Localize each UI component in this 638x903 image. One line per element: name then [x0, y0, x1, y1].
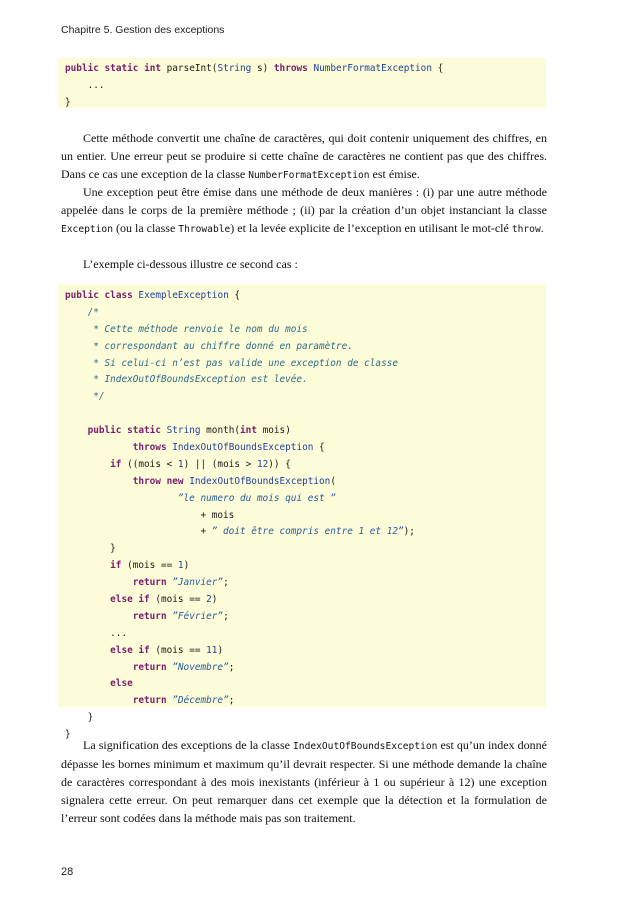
- code-block-parseint: [58, 58, 546, 108]
- code-2-line: * Cette méthode renvoie le nom du mois: [65, 323, 308, 335]
- code-block-exempleexception: [58, 284, 546, 741]
- code-2-line: + mois: [65, 509, 235, 521]
- code-2-line: throws IndexOutOfBoundsException {: [132, 442, 325, 454]
- inline-code-indexoutofboundsexception: IndexOutOfBoundsException: [293, 741, 438, 752]
- code-2-line: if ((mois < 1) || (mois > 12)) {: [110, 458, 291, 470]
- paragraph-3: L’exemple ci-dessous illustre ce second cas :: [83, 257, 298, 271]
- code-2-line: * correspondant au chiffre donné en paramètre.: [65, 340, 353, 352]
- inline-code-exception: Exception: [61, 223, 113, 235]
- inline-code-numberformatexception: NumberFormatException: [248, 169, 370, 181]
- code-2-line: else: [110, 678, 133, 690]
- code-2-line: + ” doit être compris entre 1 et 12”);: [65, 526, 415, 538]
- paragraph-2-text-b: (ou la classe: [112, 220, 179, 235]
- paragraph-4: [61, 737, 547, 828]
- code-2-line: if (mois == 1): [110, 560, 190, 572]
- code-2-line: */: [65, 391, 105, 403]
- code-2-line: }: [65, 712, 94, 724]
- code-2-line: ”le numero du mois qui est ”: [177, 492, 336, 504]
- code-2-line: return ”Février”;: [132, 610, 229, 622]
- paragraph-1-text-a: Cette méthode convertit une chaîne de caractères, qui doit contenir uniquement des chiffres, en un entier. Une erreur peut se produire si cette chaîne de caractères ne contient pas que des chiffres. Dans ce cas une exception de la classe: [61, 131, 547, 181]
- code-2-line: ...: [65, 627, 128, 639]
- code-2-line: throw new IndexOutOfBoundsException(: [132, 475, 336, 487]
- code-2-line: else if (mois == 11): [110, 644, 224, 656]
- code-1-line: ...: [65, 79, 105, 91]
- code-2-line: public static String month(int mois): [87, 425, 291, 437]
- code-2-line: }: [65, 543, 116, 555]
- code-2-line: }: [65, 729, 71, 741]
- running-header: Chapitre 5. Gestion des exceptions: [61, 24, 225, 36]
- paragraph-2-text-c: ) et la levée explicite de l’exception en utilisant le mot-clé: [230, 220, 512, 235]
- code-2-line: return ”Novembre”;: [132, 661, 235, 673]
- code-2-line: * IndexOutOfBoundsException est levée.: [65, 374, 308, 386]
- code-2-line: return ”Décembre”;: [132, 695, 235, 707]
- page-number: 28: [61, 866, 74, 878]
- inline-code-throwable: Throwable: [178, 223, 231, 235]
- inline-code-throw: throw: [511, 223, 541, 235]
- paragraph-2-text-d: .: [540, 220, 544, 235]
- code-2-line: public class ExempleException {: [65, 290, 241, 301]
- code-2-line: * Si celui-ci n’est pas valide une exception de classe: [65, 357, 399, 369]
- paragraph-2: [61, 184, 547, 239]
- code-1-line: }: [65, 96, 71, 108]
- paragraph-2-text-a: Une exception peut être émise dans une méthode de deux manières : (i) par une autre méthode appelée dans le corps de la première méthode ; (ii) par la création d’un objet instanciant la classe: [61, 185, 547, 217]
- paragraph-4-text-b: est qu’un index donné dépasse les bornes minimum et maximum qu’il devrait respecter. Si une méthode demande la chaîne de caractères correspondant à des mois inexistants (inférieur à 1 ou supérieur à 12) une exception signalera cette erreur. On peut remarquer dans cet exemple que la détection et la formulation de l’erreur sont codées dans la méthode mais pas son traitement.: [61, 738, 547, 825]
- code-2-line: /*: [65, 306, 99, 318]
- code-2-line: return ”Janvier”;: [132, 577, 229, 589]
- code-2-line: else if (mois == 2): [110, 594, 218, 606]
- code-1-line: public static int parseInt(String s) throws NumberFormatException {: [65, 63, 444, 74]
- code-2-line: [65, 406, 546, 423]
- paragraph-1: [61, 130, 547, 185]
- paragraph-4-text-a: La signification des exceptions de la classe: [83, 738, 294, 752]
- paragraph-1-text-b: est émise.: [369, 166, 420, 181]
